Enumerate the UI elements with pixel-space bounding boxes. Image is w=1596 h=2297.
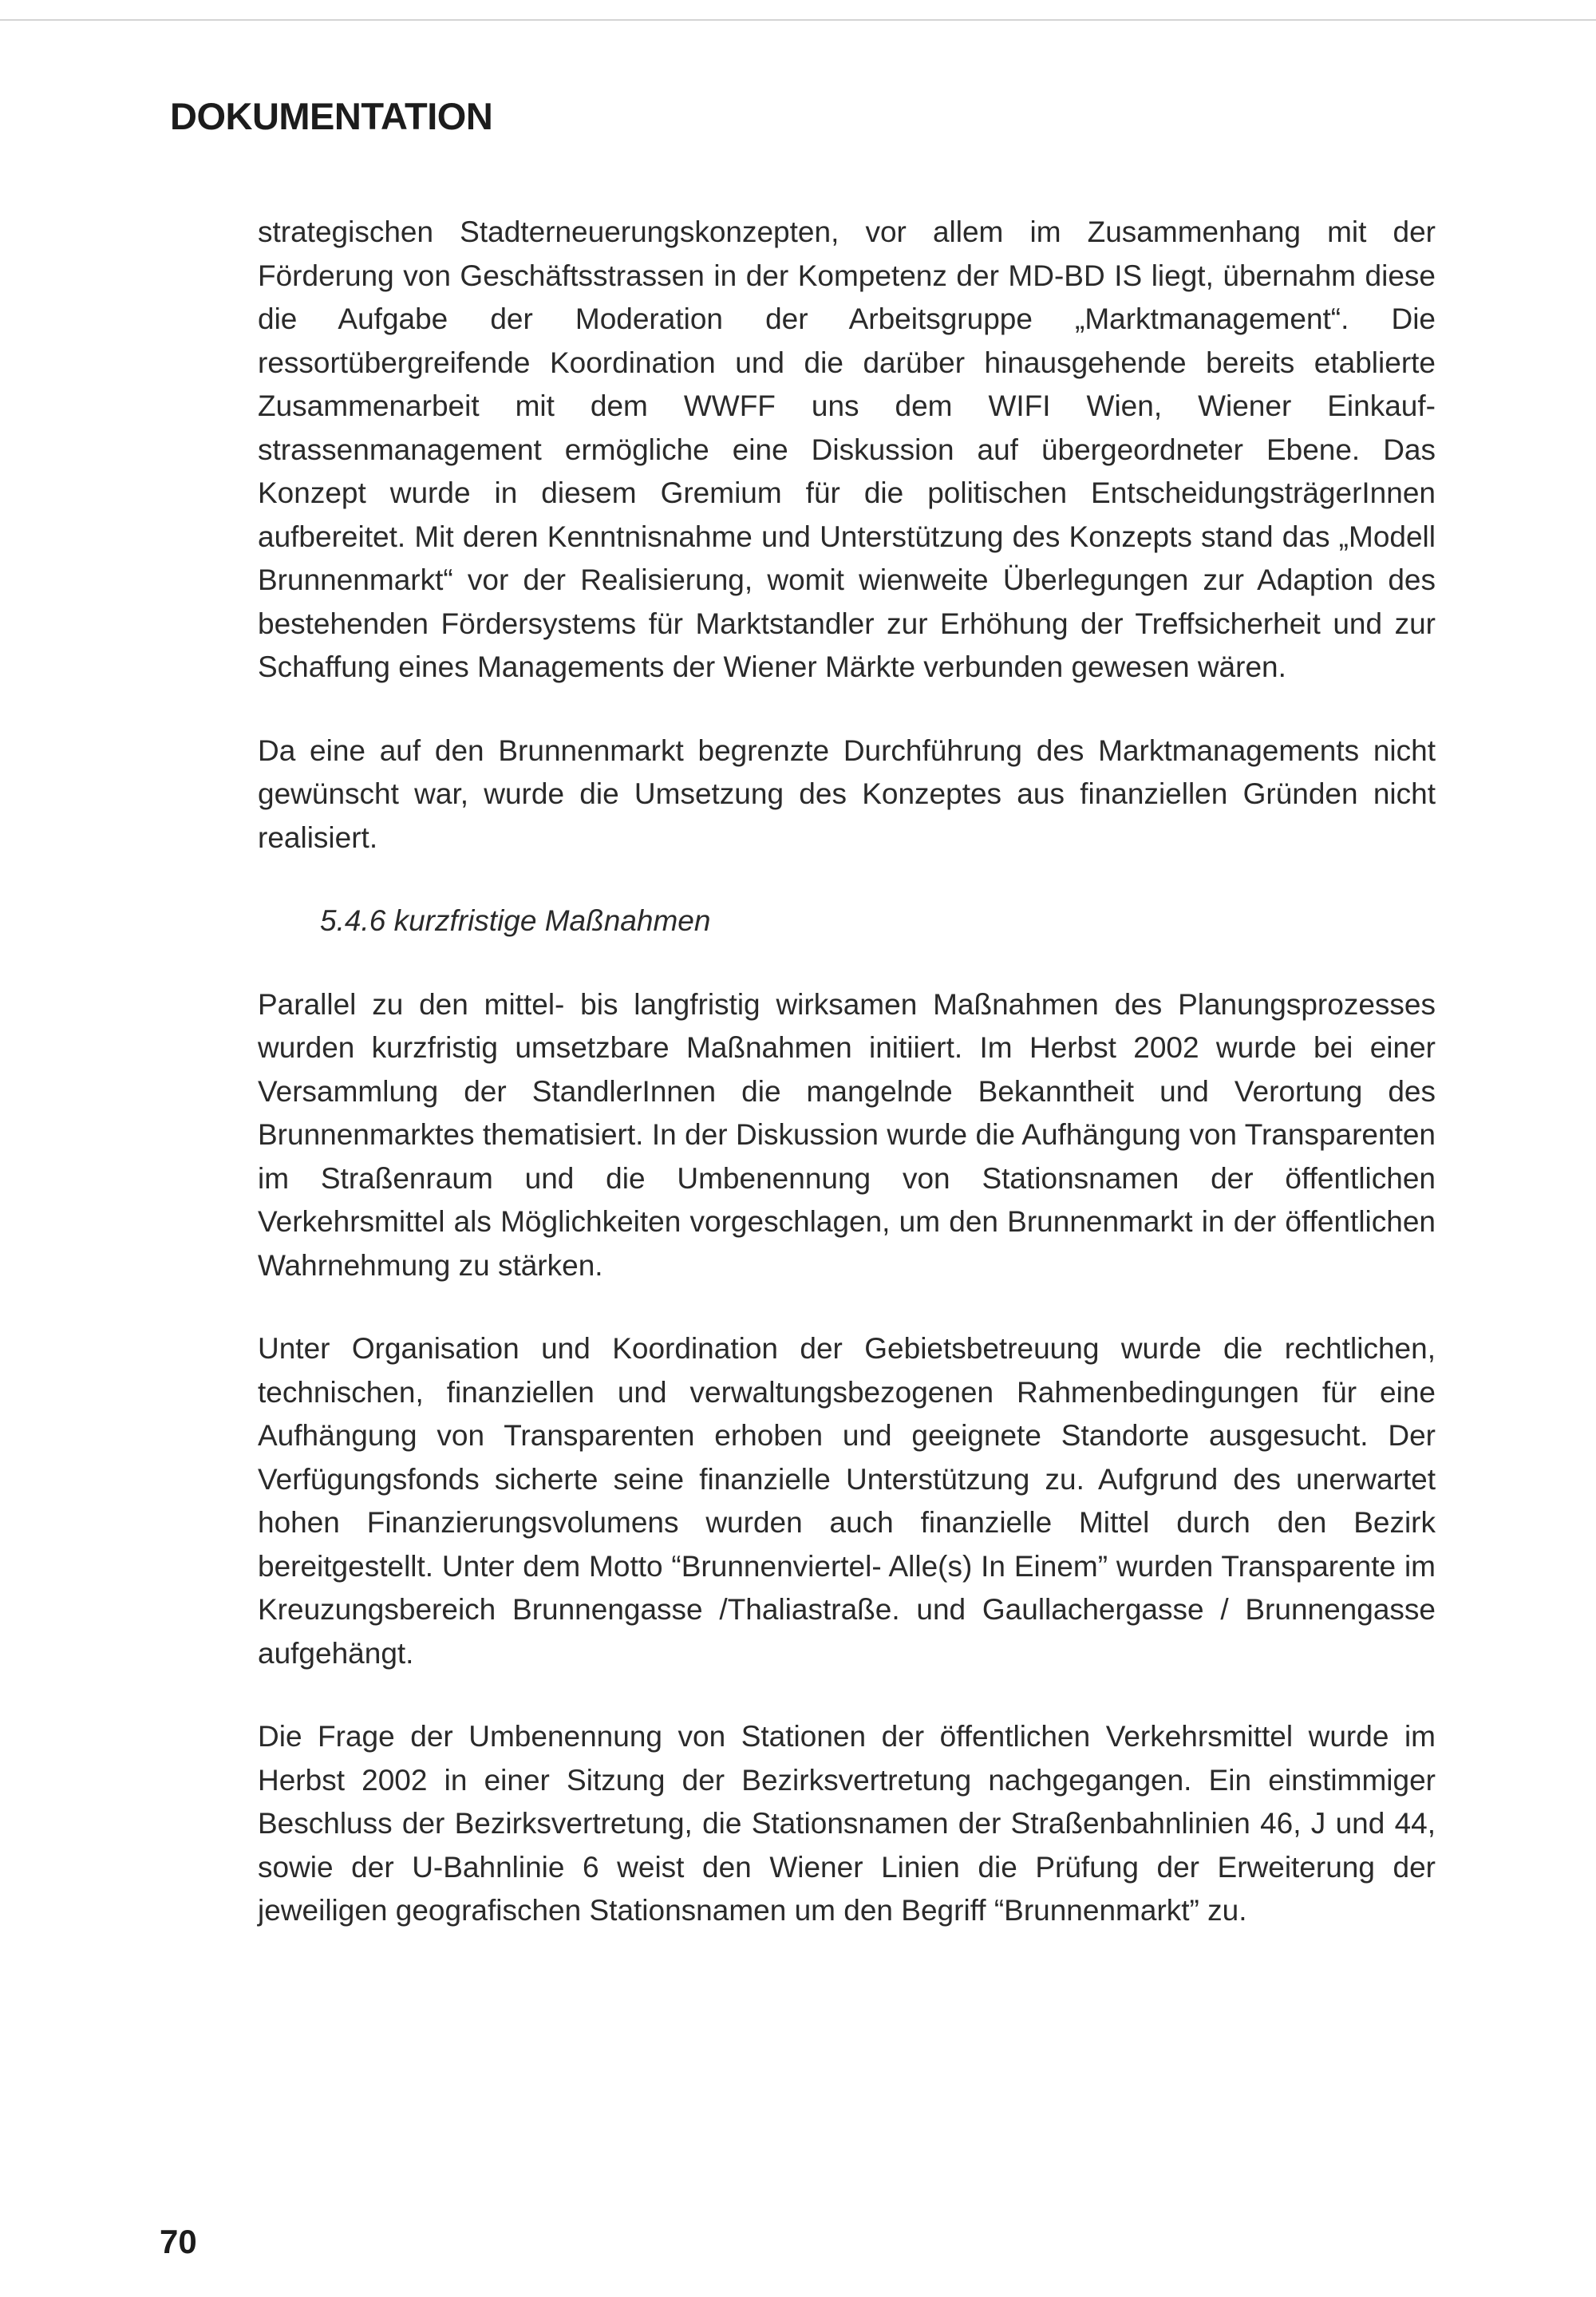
section-title: DOKUMENTATION — [170, 95, 493, 137]
subheading-kurzfristige-massnahmen: 5.4.6 kurzfristige Maßnahmen — [320, 904, 711, 937]
paragraph-parallel-massnahmen: Parallel zu den mittel- bis langfristig wirksamen Maßnahmen des Planungsprozesses wurden kurzfristig umsetzbare Maßnahmen initiiert. Im Herbst 2002 wurde bei einer Versammlung der StandlerInnen die mangelnde Bekanntheit und Verortung des Brunnenmarktes thematisiert. In der Diskussion wurde die Aufhängung von Transparenten im Straßenraum und die Umbenennung von Stationsnamen der öffentlichen Verkehrsmittel als Möglichkeiten vorgeschlagen, um den Brunnenmarkt in der öffentlichen Wahrnehmung zu stärken. — [258, 987, 1436, 1282]
paragraph-transparente: Unter Organisation und Koordination der Gebietsbetreuung wurde die rechtlichen, technischen, finanziellen und verwaltungsbezogenen Rahmenbedingungen für eine Aufhängung von Transparenten erhoben und geeignete Standorte ausgesucht. Der Verfügungsfonds sicherte seine finanzielle Unterstützung zu. Aufgrund des unerwartet hohen Finanzierungsvolumens wurden auch finanzielle Mittel durch den Bezirk bereitgestellt. Unter dem Motto “Brunnenviertel- Alle(s) In Einem” wurden Transparente im Kreuzungsbereich Brunnengasse /Thaliastraße. und Gaullachergasse / Brunnengasse aufgehängt. — [258, 1332, 1436, 1670]
page-body — [258, 211, 1436, 1973]
paragraph-marktmanagement: strategischen Stadterneuerungskonzepten, vor allem im Zusammenhang mit der Förderung von Geschäftsstrassen in der Kompetenz der MD-BD IS liegt, übernahm diese die Aufgabe der Moderation der Arbeitsgruppe „Marktmanagement“. Die ressortübergreifende Koordination und die darüber hinausgehende bereits etablierte Zusammenarbeit mit dem WWFF uns dem WIFI Wien, Wiener Einkaufstrassenmanagement ermögliche eine Diskussion auf übergeordneter Ebene. Das Konzept wurde in diesem Gremium für die politischen EntscheidungsträgerInnen aufbereitet. Mit deren Kenntnisnahme und Unterstützung des Konzepts stand das „Modell Brunnenmarkt“ vor der Realisierung, womit wienweite Überlegungen zur Adaption des bestehenden Fördersystems für Marktstandler zur Erhöhung der Treffsicherheit und zur Schaffung eines Managements der Wiener Märkte verbunden gewesen wären. — [258, 215, 1436, 683]
paragraph-stationsnamen: Die Frage der Umbenennung von Stationen der öffentlichen Verkehrsmittel wurde im Herbst 2002 in einer Sitzung der Bezirksvertretung nachgegangen. Ein einstimmiger Beschluss der Bezirksvertretung, die Stationsnamen der Straßenbahnlinien 46, J und 44, sowie der U-Bahnlinie 6 weist den Wiener Linien die Prüfung der Erweiterung der jeweiligen geografischen Stationsnamen um den Begriff “Brunnenmarkt” zu. — [258, 1720, 1436, 1927]
paragraph-brunnenmarkt-durchfuehrung: Da eine auf den Brunnenmarkt begrenzte Durchführung des Marktmanagements nicht gewünscht war, wurde die Umsetzung des Konzeptes aus finanziellen Gründen nicht realisiert. — [258, 733, 1436, 854]
top-rule — [0, 19, 1596, 21]
page-number: 70 — [160, 2223, 197, 2260]
